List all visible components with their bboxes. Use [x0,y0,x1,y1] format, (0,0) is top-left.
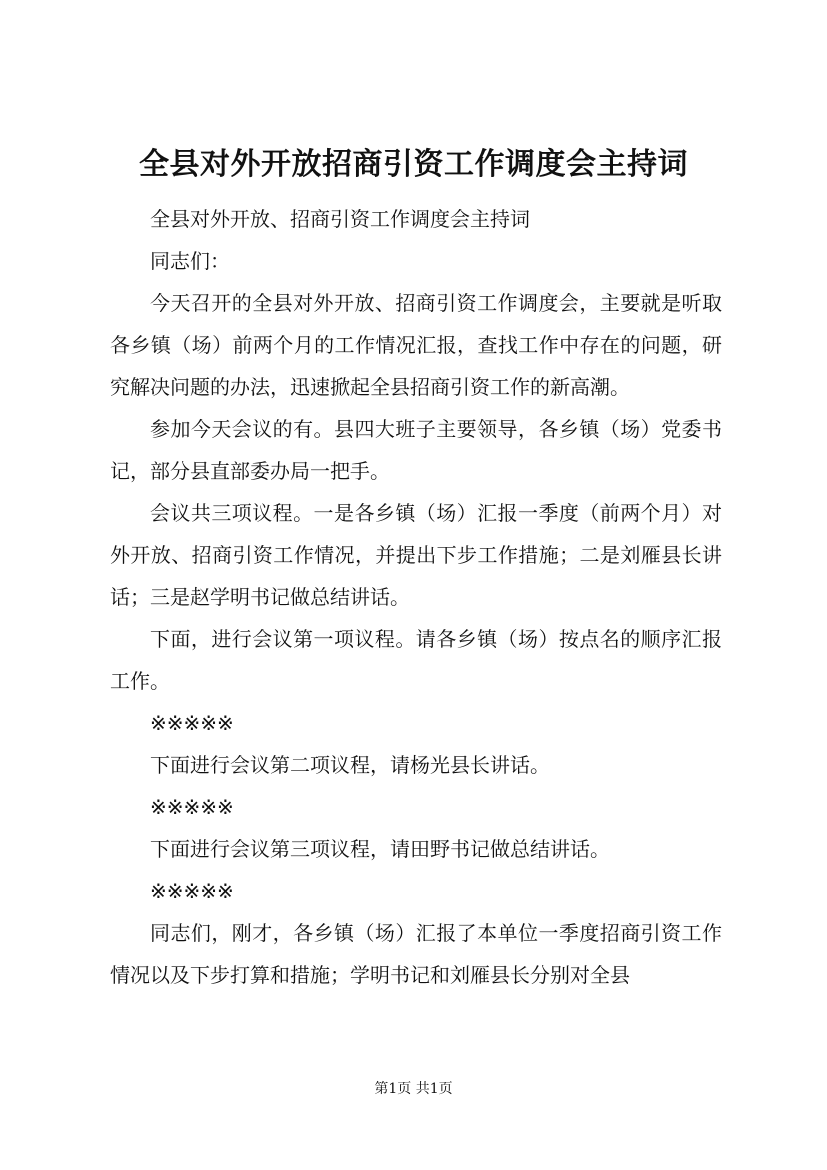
paragraph: 同志们，刚才，各乡镇（场）汇报了本单位一季度招商引资工作情况以及下步打算和措施；学明书记和刘雁县长分别对全县 [110,921,722,987]
paragraph: 下面进行会议第三项议程，请田野书记做总结讲话。 [150,837,610,861]
document-title: 全县对外开放招商引资工作调度会主持词 [139,147,688,182]
section-separator: ※※※※※ [150,795,234,819]
section-separator: ※※※※※ [150,711,234,735]
paragraph: 下面，进行会议第一项议程。请各乡镇（场）按点名的顺序汇报工作。 [110,627,722,693]
paragraph: 今天召开的全县对外开放、招商引资工作调度会，主要就是听取各乡镇（场）前两个月的工作情况汇报，查找工作中存在的问题，研究解决问题的办法，迅速掀起全县招商引资工作的新高潮。 [110,291,722,399]
paragraph: 下面进行会议第二项议程，请杨光县长讲话。 [150,753,550,777]
section-separator: ※※※※※ [150,879,234,903]
document-body [110,198,722,996]
paragraph-subtitle: 全县对外开放、招商引资工作调度会主持词 [150,207,530,231]
paragraph: 会议共三项议程。一是各乡镇（场）汇报一季度（前两个月）对外开放、招商引资工作情况，并提出下步工作措施；二是刘雁县长讲话；三是赵学明书记做总结讲话。 [110,501,722,609]
paragraph-salutation: 同志们： [150,249,230,273]
paragraph: 参加今天会议的有。县四大班子主要领导，各乡镇（场）党委书记，部分县直部委办局一把手。 [110,417,722,483]
page-footer: 第1页 共1页 [374,1081,453,1097]
